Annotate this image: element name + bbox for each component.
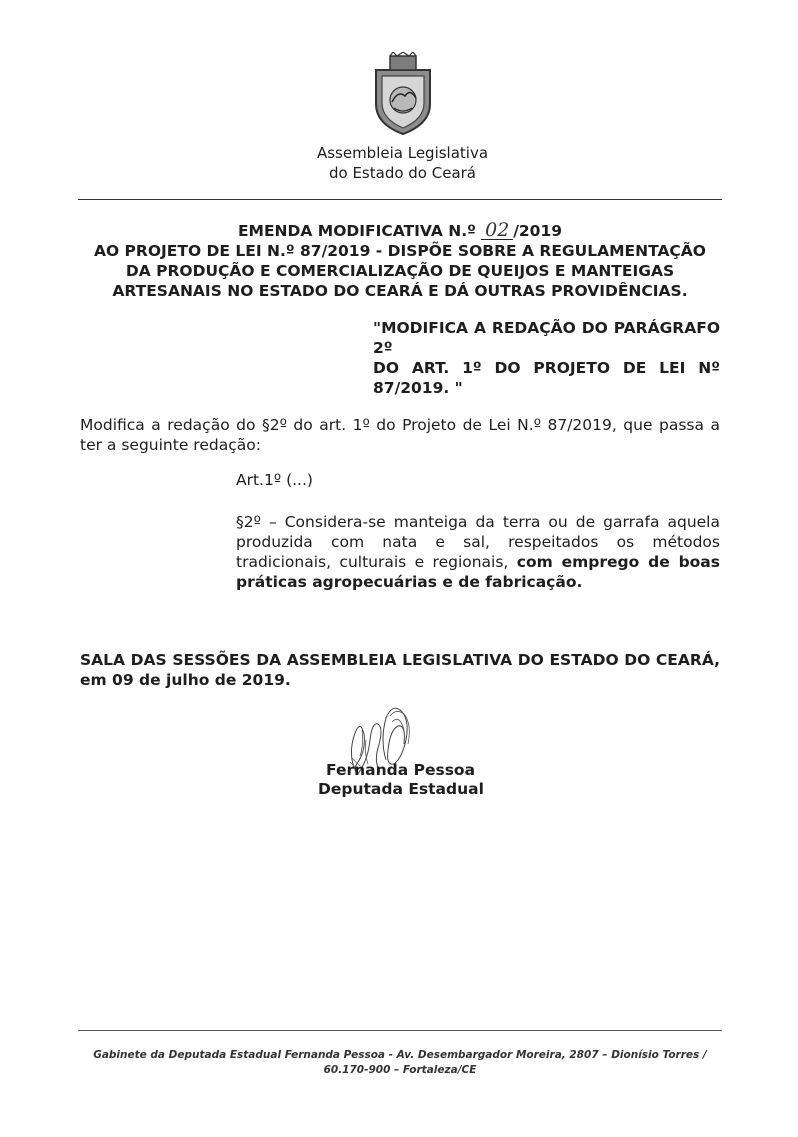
article-reference: Art.1º (...) [236, 471, 313, 489]
signatory-role: Deputada Estadual [318, 780, 484, 798]
bill-reference: AO PROJETO DE LEI N.º 87/2019 - DISPÕE SOBRE A REGULAMENTAÇÃO DA PRODUÇÃO E COMERCIALIZAÇÃO DE QUEIJOS E MANTEIGAS ARTESANAIS NO ESTADO DO CEARÁ E DÁ OUTRAS PROVIDÊNCIAS. [93, 242, 706, 300]
amended-paragraph [236, 512, 720, 592]
amended-paragraph-text: §2º – Considera-se manteiga da terra ou de garrafa aquela produzida com nata e sal, respeitados os métodos tradicionais, culturais e regionais, [236, 513, 720, 571]
footer-divider [78, 1030, 722, 1031]
amendment-summary-line3: 87/2019. " [373, 379, 463, 397]
amendment-title-suffix: /2019 [513, 222, 563, 240]
header-divider [78, 199, 722, 200]
amendment-summary-line2: DO ART. 1º DO PROJETO DE LEI Nº [373, 359, 720, 377]
session-closing: SALA DAS SESSÕES DA ASSEMBLEIA LEGISLATIVA DO ESTADO DO CEARÁ, em 09 de julho de 2019. [80, 651, 720, 689]
amended-paragraph-emphasis: com emprego de boas práticas agropecuárias e de fabricação. [236, 553, 720, 591]
coat-of-arms-icon [370, 52, 436, 136]
amendment-summary [373, 318, 720, 398]
amendment-title [80, 221, 720, 241]
signatory-name: Fernanda Pessoa [326, 761, 476, 779]
amendment-summary-line1: "MODIFICA A REDAÇÃO DO PARÁGRAFO 2º [373, 319, 720, 357]
amendment-title-prefix: EMENDA MODIFICATIVA N.º [237, 222, 482, 240]
footer-address: Gabinete da Deputada Estadual Fernanda Pessoa - Av. Desembargador Moreira, 2807 – Dionísio Torres / 60.170-900 – Fortaleza/CE [93, 1049, 707, 1076]
institution-name-line1: Assembleia Legislativa [316, 144, 489, 162]
amendment-number: 02 [481, 221, 513, 240]
amendment-intro-text: Modifica a redação do §2º do art. 1º do Projeto de Lei N.º 87/2019, que passa a ter a seguinte redação: [80, 416, 720, 454]
institution-name-line2: do Estado do Ceará [328, 164, 477, 182]
